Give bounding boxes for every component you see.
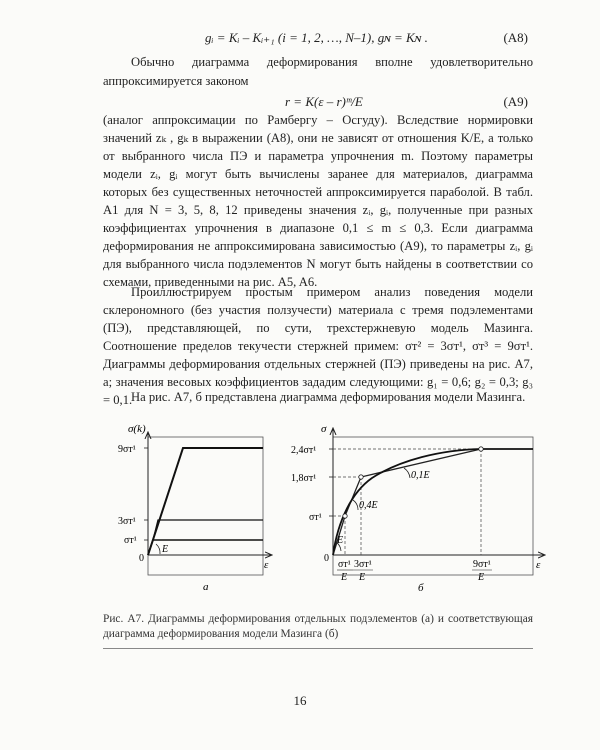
- figure-b-tick-2-4: 2,4σт¹: [291, 445, 317, 456]
- figure-a-tick-1: σт¹: [124, 535, 137, 546]
- figure-b-xtick-3-den: E: [359, 572, 366, 583]
- figure-b-label-0-4e: 0,4E: [359, 500, 378, 511]
- figure-a7: [0, 420, 600, 595]
- figure-b-panel: [291, 423, 545, 594]
- figure-a-slope-label: E: [162, 544, 169, 555]
- figure-b-panel-label: б: [418, 582, 424, 594]
- equation-a9: r = K(ε – r)ᵐ/E: [285, 94, 363, 109]
- figure-b-label-0-1e: 0,1E: [411, 470, 430, 481]
- figure-caption: Рис. A7. Диаграммы деформирования отдельных подэлементов (а) и соответствующая диаграмма деформирования модели Мазинга (б): [103, 613, 533, 640]
- figure-a-panel: [118, 423, 272, 593]
- paragraph-approximation: (аналог аппроксимации по Рамбергу – Осгуду). Вследствие нормировки значений zₖ , gₖ в выражении (A8), они не зависят от отношения K/E, а только от выбранного числа ПЭ и параметра упрочнения m. Поэтому параметры модели zᵢ, gᵢ могут быть вычислены заранее для материалов, диаграмма которых без существенных неточностей аппроксимируется параболой. В табл. A1 для N = 3, 5, 8, 12 приведены значения zᵢ, gᵢ, полученные при разных коэффициентах упрочнения в диапазоне 0,1 ≤ m ≤ 0,3. Если диаграмма деформирования не аппроксимирована зависимостью (A9), то параметры zᵢ, gᵢ для выбранного числа подэлементов N могут быть найдены в соответствии со схемами, приведенными на рис. A5, A6.: [103, 113, 533, 289]
- paragraph-masing-example: Проиллюстрируем простым примером анализ поведения модели склерономного (без участия ползучести) материала с тремя подэлементами (ПЭ), представляющей, по сути, трехстержневую модель Мазинга. Соотношение пределов текучести стержней примем: σт² = 3σт¹, σт³ = 9σт¹. Диаграммы деформирования отдельных стержней (ПЭ) приведены на рис. A7, a; значения весовых коэффициентов зададим следующими: g₁ = 0,6; g₂ = 0,3; g₃ = 0,1.: [103, 285, 533, 407]
- figure-b-xtick-1-num: σт¹: [338, 559, 351, 570]
- equation-a8-number: (A8): [503, 30, 528, 45]
- figure-b-origin: 0: [324, 553, 329, 564]
- figure-b-xtick-9-num: 9σт¹: [473, 559, 491, 570]
- page-number: 16: [293, 693, 307, 708]
- figure-a-panel-label: а: [203, 581, 209, 593]
- figure-b-point-2: [359, 475, 363, 479]
- equation-a8: gᵢ = Kᵢ – Kᵢ₊₁ (i = 1, 2, …, N–1), gɴ = Kɴ .: [205, 30, 428, 45]
- figure-b-arc-0-1: [404, 468, 410, 478]
- figure-b-arc-0-4: [353, 500, 358, 510]
- figure-b-tick-1-8: 1,8σт¹: [291, 473, 317, 484]
- figure-b-tick-1: σт¹: [309, 512, 322, 523]
- figure-a-slope-arc: [156, 544, 160, 554]
- figure-a-origin: 0: [139, 553, 144, 564]
- figure-a-y-axis-label: σ(k): [128, 423, 146, 435]
- figure-b-label-e: E: [337, 535, 344, 546]
- paragraph-figure-ref: На рис. A7, б представлена диаграмма деформирования модели Мазинга.: [131, 390, 526, 404]
- equation-a9-number: (A9): [503, 94, 528, 109]
- figure-a-tick-3: 3σт¹: [118, 516, 136, 527]
- figure-b-xtick-3-num: 3σт¹: [354, 559, 372, 570]
- figure-b-point-1: [343, 514, 347, 518]
- figure-b-y-axis-label: σ: [321, 423, 327, 435]
- paragraph-intro: Обычно диаграмма деформирования вполне удовлетворительно аппроксимируется законом: [103, 55, 533, 88]
- footer-rule: [103, 648, 533, 649]
- figure-b-point-3: [479, 447, 483, 451]
- figure-b-x-axis-label: ε: [536, 559, 541, 571]
- figure-a-curve-pe3: [148, 448, 263, 555]
- figure-a-tick-9: 9σт¹: [118, 444, 136, 455]
- figure-a-x-axis-label: ε: [264, 559, 269, 571]
- figure-b-xtick-9-den: E: [478, 572, 485, 583]
- figure-b-x-ticks: [337, 559, 492, 583]
- figure-b-xtick-1-den: E: [341, 572, 348, 583]
